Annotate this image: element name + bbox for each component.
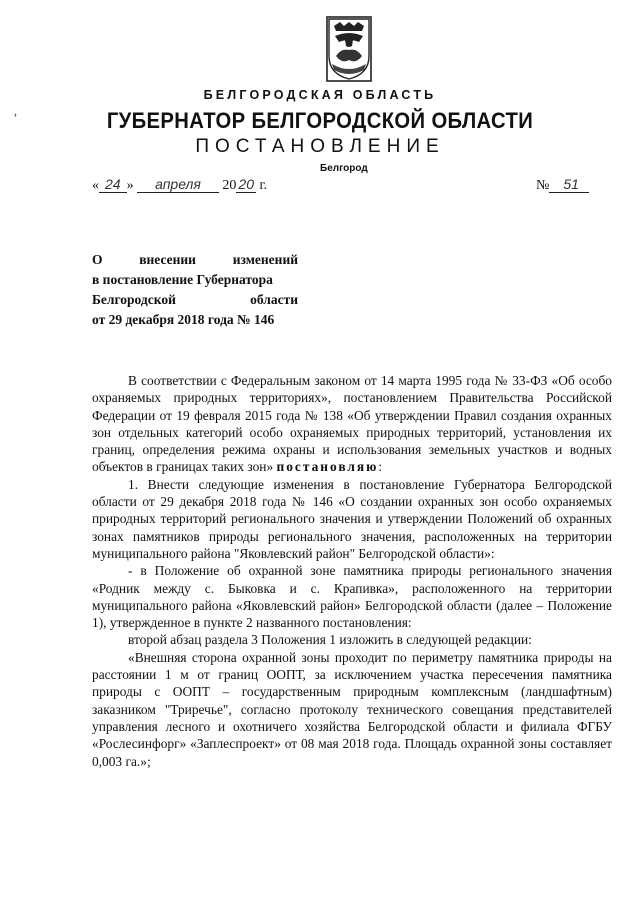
paragraph-preamble: В соответствии с Федеральным законом от 14 марта 1995 года № 33-ФЗ «Об особо охраняемых природных территориях», постановлением Правительства Российской Федерации от 19 февраля 2015 года № 138 «Об утверждении Правил создания охранных зон отдельных категорий особо охраняемых природных территорий, установления их границ, определения режима охраны и использования земельных участков и водных объектов в границах таких зон» постановляю: [92,373,612,475]
date-day: 24 [99,176,127,193]
subject-line: от 29 декабря 2018 года № 146 [92,312,275,327]
subject-line: в постановление Губернатора [92,272,273,287]
paragraph-item-1: 1. Внести следующие изменения в постановление Губернатора Белгородской области от 29 декабря 2018 года № 146 «О создании охранных зон особо охраняемых природных территорий регионального значения и утверждении Положений об охранных зонах памятников природы регионального значения, расположенных на территории муниципального района "Яковлевский район" Белгородской области»: [92,476,612,561]
decree-body [92,372,612,770]
number-label: № [536,178,550,193]
date-year-mark: г. [259,178,268,193]
date-year-prefix: 20 [222,178,237,193]
decree-number [536,176,589,194]
decree-subject [92,250,298,330]
decree-date: « 24 » апреля 20 20 г. [92,176,268,193]
coat-of-arms-emblem [326,16,372,82]
document-type-heading: ПОСТАНОВЛЕНИЕ [195,136,445,157]
authority-heading: ГУБЕРНАТОР БЕЛГОРОДСКОЙ ОБЛАСТИ [106,108,534,133]
date-month: апреля [137,176,219,193]
paragraph-amendment: - в Положение об охранной зоне памятника природы регионального значения «Родник между с. Быковка и с. Крапивка», расположенного на территории муниципального района «Яковлевский район» Белгородской области (далее – Положение 1), утвержденное в пункте 2 названного постановления: [92,563,612,631]
number-value: 51 [549,176,589,193]
date-year-suffix: 20 [238,176,254,192]
subject-line: Белгородской области [92,292,298,307]
decree-keyword: постановляю [276,459,379,475]
region-heading: БЕЛГОРОДСКАЯ ОБЛАСТЬ [203,88,437,102]
paragraph-new-text: «Внешняя сторона охранной зоны проходит по периметру памятника природы на расстоянии 1 м от границ ООПТ, за исключением участка пересечения памятника природы с ООПТ – государственным природным комплексным (ландшафтным) заказником "Триречье", согласно протоколу технического совещания представителей управления лесного и охотничего хозяйства Белгородской области и филиала ФГБУ «Рослесинфорг» «Заплеспроект» от 08 мая 2018 года. Площадь охранной зоны составляет 0,003 га.»; [92,649,612,769]
margin-mark: , [14,104,17,118]
paragraph-instruction: второй абзац раздела 3 Положения 1 изложить в следующей редакции: [128,632,532,648]
city-label: Белгород [320,163,368,174]
subject-line: О внесении изменений [92,252,298,267]
